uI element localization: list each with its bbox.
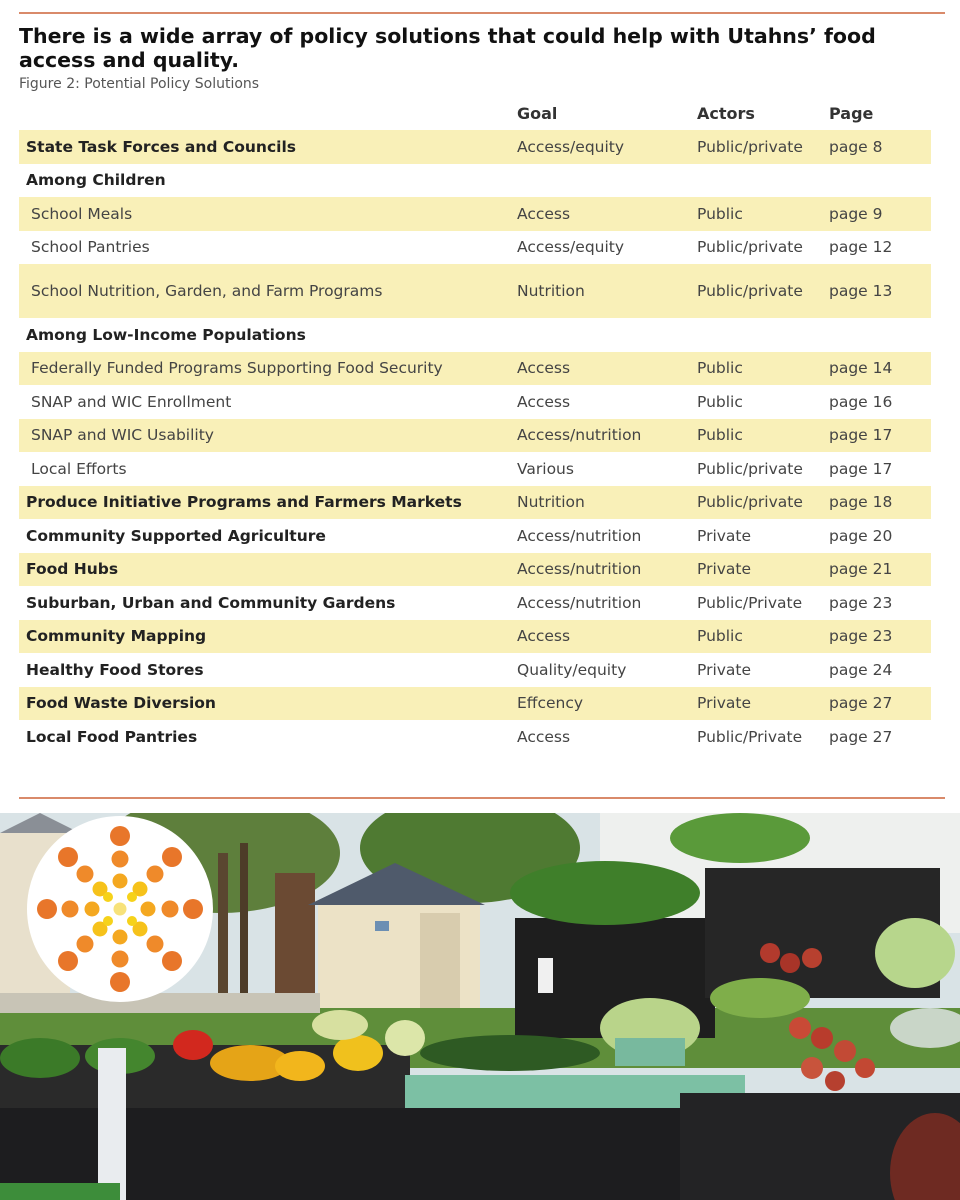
table-row (19, 519, 931, 553)
row-actors: Public/private (697, 282, 803, 300)
table-row (19, 486, 931, 520)
row-goal: Access (517, 727, 571, 746)
row-page: page 27 (829, 694, 893, 713)
row-name: Local Food Pantries (26, 727, 198, 746)
table-row (19, 385, 931, 419)
table-row (19, 197, 931, 231)
bottom-divider (19, 797, 945, 799)
row-name: SNAP and WIC Enrollment (31, 392, 232, 411)
table-row (19, 231, 931, 265)
figure-caption: Figure 2: Potential Policy Solutions (19, 76, 260, 92)
row-page: page 14 (829, 359, 893, 378)
table-row (19, 452, 931, 486)
row-goal: Access/nutrition (517, 560, 642, 579)
row-actors: Public (697, 204, 743, 223)
row-page: page 23 (829, 627, 893, 646)
row-name: School Meals (31, 204, 133, 223)
page-title: There is a wide array of policy solutions that could help with Utahns’ food access and quality. (19, 24, 876, 72)
section-label: Among Children (26, 171, 166, 190)
table-row (19, 653, 931, 687)
row-name: SNAP and WIC Usability (31, 426, 214, 445)
row-page: page 20 (829, 526, 893, 545)
row-name: Community Supported Agriculture (26, 526, 326, 545)
row-goal: Access (517, 627, 571, 646)
row-name: Healthy Food Stores (26, 660, 204, 679)
row-goal: Access/equity (517, 137, 625, 156)
row-actors: Private (697, 560, 752, 579)
row-actors: Private (697, 526, 752, 545)
row-goal: Access/equity (517, 238, 625, 257)
table-row (19, 352, 931, 386)
top-divider (19, 12, 945, 14)
row-goal: Various (517, 459, 574, 478)
table-row (19, 130, 931, 164)
section-label: Among Low-Income Populations (26, 325, 306, 344)
table-row (19, 586, 931, 620)
table-row (19, 419, 931, 453)
row-page: page 23 (829, 593, 893, 612)
table-row (19, 553, 931, 587)
row-page: page 13 (829, 282, 893, 300)
row-page: page 27 (829, 727, 893, 746)
row-actors: Public/private (697, 459, 803, 478)
row-name: Food Waste Diversion (26, 694, 216, 713)
row-page: page 18 (829, 493, 893, 512)
row-page: page 17 (829, 426, 893, 445)
row-actors: Public/Private (697, 593, 803, 612)
row-name: State Task Forces and Councils (26, 137, 297, 156)
sunburst-logo (27, 816, 213, 1002)
table-row (19, 264, 931, 318)
row-goal: Access/nutrition (517, 593, 642, 612)
row-name: Local Efforts (31, 459, 127, 478)
row-goal: Effcency (517, 694, 584, 713)
row-page: page 9 (829, 204, 883, 223)
row-actors: Public/private (697, 493, 803, 512)
table-section-row (19, 318, 931, 352)
policy-solutions-table (19, 96, 931, 754)
row-name: School Nutrition, Garden, and Farm Programs (31, 282, 383, 300)
row-name: Food Hubs (26, 560, 119, 579)
row-actors: Public/private (697, 137, 803, 156)
row-goal: Access (517, 359, 571, 378)
table-row (19, 620, 931, 654)
table-section-row (19, 164, 931, 198)
header-actors: Actors (697, 104, 755, 123)
header-page: Page (829, 104, 874, 123)
row-actors: Public (697, 359, 743, 378)
row-page: page 17 (829, 459, 893, 478)
row-page: page 24 (829, 660, 893, 679)
row-actors: Public (697, 627, 743, 646)
header-goal: Goal (517, 104, 558, 123)
row-goal: Access (517, 392, 571, 411)
row-actors: Public/private (697, 238, 803, 257)
row-page: page 16 (829, 392, 893, 411)
row-name: Produce Initiative Programs and Farmers Markets (26, 493, 462, 512)
row-actors: Public (697, 392, 743, 411)
row-actors: Private (697, 694, 752, 713)
row-goal: Nutrition (517, 493, 585, 512)
table-row (19, 687, 931, 721)
row-goal: Quality/equity (517, 660, 627, 679)
row-name: Suburban, Urban and Community Gardens (26, 593, 396, 612)
row-goal: Access (517, 204, 571, 223)
row-name: Community Mapping (26, 627, 207, 646)
table-row (19, 720, 931, 754)
row-page: page 8 (829, 137, 883, 156)
row-name: Federally Funded Programs Supporting Food Security (31, 359, 443, 378)
row-actors: Private (697, 660, 752, 679)
row-page: page 21 (829, 560, 893, 579)
row-page: page 12 (829, 238, 893, 257)
row-name: School Pantries (31, 238, 150, 257)
row-actors: Public (697, 426, 743, 445)
row-actors: Public/Private (697, 727, 803, 746)
row-goal: Access/nutrition (517, 426, 642, 445)
table-header (19, 96, 931, 130)
row-goal: Access/nutrition (517, 526, 642, 545)
row-goal: Nutrition (517, 282, 585, 300)
